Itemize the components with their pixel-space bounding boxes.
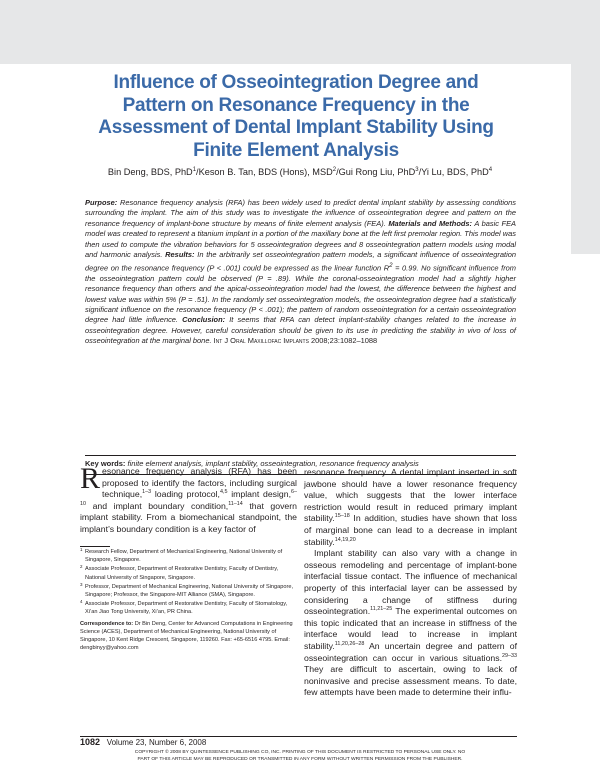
footnote-text: Associate Professor, Department of Restorative Dentistry, Faculty of Dentistry, National University of Singapore, Singapore. [85,566,279,581]
author-2: /Keson B. Tan, BDS (Hons), MSD [196,167,333,178]
keywords-label: Key words: [85,459,126,468]
author-4-affiliation: 4 [488,167,493,173]
citation: 14,19,20 [334,536,356,543]
right-paragraph-2 [304,548,517,699]
author-3: /Gui Rong Liu, PhD [336,167,416,178]
title-line-1: Influence of Osseointegration Degree and [113,72,479,93]
citation: 15–18 [334,513,350,520]
journal-name: Int J Oral Maxillofac Implants [213,336,309,346]
footnote-2 [80,565,297,581]
correspondence-text: Dr Bin Deng, Center for Advanced Computations in Engineering Science (ACES), Department of Mechanical Engineering, National University of Singapore, 10 Kent Ridge Crescent, Singapore, 119260. Fax: +65-6516 4795. Email: dengbinyy@yahoo.com [80,620,293,652]
author-1-affiliation: 1 [192,167,197,173]
intro-text-4: and implant boundary condition, [86,500,229,511]
results-superscript: 2 [389,261,393,269]
footnote-number: 1 [80,547,83,552]
author-4: /Yi Lu, BDS, PhD [418,167,489,178]
intro-text-3: implant design, [227,489,291,500]
header-band [0,0,600,64]
article-title [40,72,552,162]
intro-text-5: that govern implant stability. From a biomechanical standpoint, the implant’s boundary condition is a key factor of [80,500,297,534]
footnote-4 [80,600,297,616]
citation: 1–3 [142,489,152,496]
journal-citation: 2008;23:1082–1088 [308,336,378,346]
methods-text: A basic FEA model was created to represent a titanium implant in a portion of the maxillary bone at the left first premolar region. This model was then used to compute the vibration behaviors for 5 osseointegration degrees and 8 osseointegration pattern models using modal and harmonic analysis. [85,218,516,260]
body-text: Implant stability can also vary with a change in osseous remodeling and percentage of implant-bone interfacial tissue contact. The influence of mechanical property of this interfacial layer can be assessed by considering a change of stiffness during osseointegration. [304,548,517,617]
footnote-number: 3 [80,581,83,587]
correspondence-label: Correspondence to: [80,620,134,627]
footnote-text: Research Fellow, Department of Mechanical Engineering, National University of Singapore, Singapore. [85,549,283,564]
copyright-line-2: PART OF THIS ARTICLE MAY BE REPRODUCED OR TRANSMITTED IN ANY FORM WITHOUT WRITTEN PERMISSION FROM THE PUBLISHER. [137,756,463,762]
intro-text-1: esonance frequency analysis (RFA) has been proposed to identify the factors, including surgical technique, [102,466,297,500]
correspondence [80,620,297,653]
body-text: The experimental outcomes on this topic indicated that an increase in stiffness of the interface would lead to increase in implant stability. [304,606,517,651]
purpose-label: Purpose: [85,198,118,207]
footnote-text: Associate Professor, Department of Restorative Dentistry, Faculty of Stomatology, Xi’an Jiao Tong University, Xi’an, PR China. [85,601,288,616]
keywords-text: finite element analysis, implant stability, osseointegration, resonance frequency analysis [125,459,419,468]
citation: 11,21–25 [370,606,393,613]
citation: 6–10 [80,489,297,507]
footnote-3 [80,583,297,599]
author-1: Bin Deng, BDS, PhD [107,167,193,178]
copyright-line-1: COPYRIGHT © 2008 BY QUINTESSENCE PUBLISHING CO, INC. PRINTING OF THIS DOCUMENT IS RESTRICTED TO PERSONAL USE ONLY. NO [134,750,466,755]
conclusion-text: It seems that RFA can detect implant-stability changes related to the increase in osseointegration degree. However, careful consideration should be given to its use in predicting the stability in vivo of loss of osseointegration at the marginal bone. [85,315,516,346]
conclusion-label: Conclusion: [182,315,226,325]
body-text: An uncertain degree and pattern of osseointegration can occur in various situations. [304,640,517,663]
page-footer [80,737,206,747]
footnote-number: 4 [80,599,83,605]
citation: 4,5 [219,489,228,496]
footnote-rule [80,546,110,547]
drop-cap: R [80,462,101,495]
body-text: They are difficult to ascertain, owing to lack of noninvasive and precise assessment means. To date, few attempts have been made to determine their influ- [304,664,517,698]
methods-label: Materials and Methods: [388,218,473,228]
footnote-number: 2 [80,564,83,570]
title-line-3: Assessment of Dental Implant Stability Using [98,117,494,138]
intro-text-2: loading protocol, [151,489,220,500]
results-text: In the arbitrarily set osseointegration pattern models, a significant influence of osseointegration degree on the resonance frequency (P < .001) could be expressed as the linear function R [85,250,516,273]
results-text-continued: = 0.99. No significant influence from the osseointegration pattern could be observed (P = .89). While the coronal-osseointegration model had a slightly higher resonance frequency than others and the apical-osseointegration model had the lowest, the difference between the highest and lowest value was within 5% (P = .51). In the randomly set osseointegration models, the osseointegration degree had a statistically significant influence on the resonance frequency (P < .001); the pattern of random osseointegration for a certain osseointegration degree had little influence. [85,263,516,325]
page-number: 1082 [80,737,101,747]
body-text: resonance frequency. A dental implant inserted in soft jawbone should have a lower resonance frequency value, which suggests that the lower interface restriction would result in reduced primary implant stability. [304,467,517,524]
citation: 11–14 [228,500,243,507]
footnotes [80,548,297,652]
right-paragraph-1 [304,467,517,548]
author-3-affiliation: 3 [415,167,419,173]
side-band [571,64,600,254]
right-column [304,467,517,699]
body-text: In addition, studies have shown that loss of marginal bone can lead to a decrease in implant stability. [304,513,517,547]
title-line-4: Finite Element Analysis [193,139,399,161]
citation: 11,20,26–28 [334,641,365,648]
purpose-text: Resonance frequency analysis (RFA) has been widely used to predict dental implant stability by assessing conditions surrounding the implant. The aim of this study was to investigate the influence of osseointegration degree and pattern on the resonance frequency of implant-bone structure by means of finite element analysis (FEA). [85,198,516,228]
footnote-1 [80,548,297,564]
issue-info: Volume 23, Number 6, 2008 [100,738,207,747]
results-label: Results: [165,250,195,260]
citation: 29–33 [502,652,517,659]
keywords-top-rule [85,455,516,456]
footnote-text: Professor, Department of Mechanical Engineering, National University of Singapore, Singapore; Professor, the Singapore-MIT Alliance (SMA), Singapore. [85,583,294,599]
copyright-notice [80,750,520,763]
title-line-2: Pattern on Resonance Frequency in the [122,94,470,116]
abstract [85,198,516,347]
author-2-affiliation: 2 [332,167,337,173]
author-list [60,167,540,177]
